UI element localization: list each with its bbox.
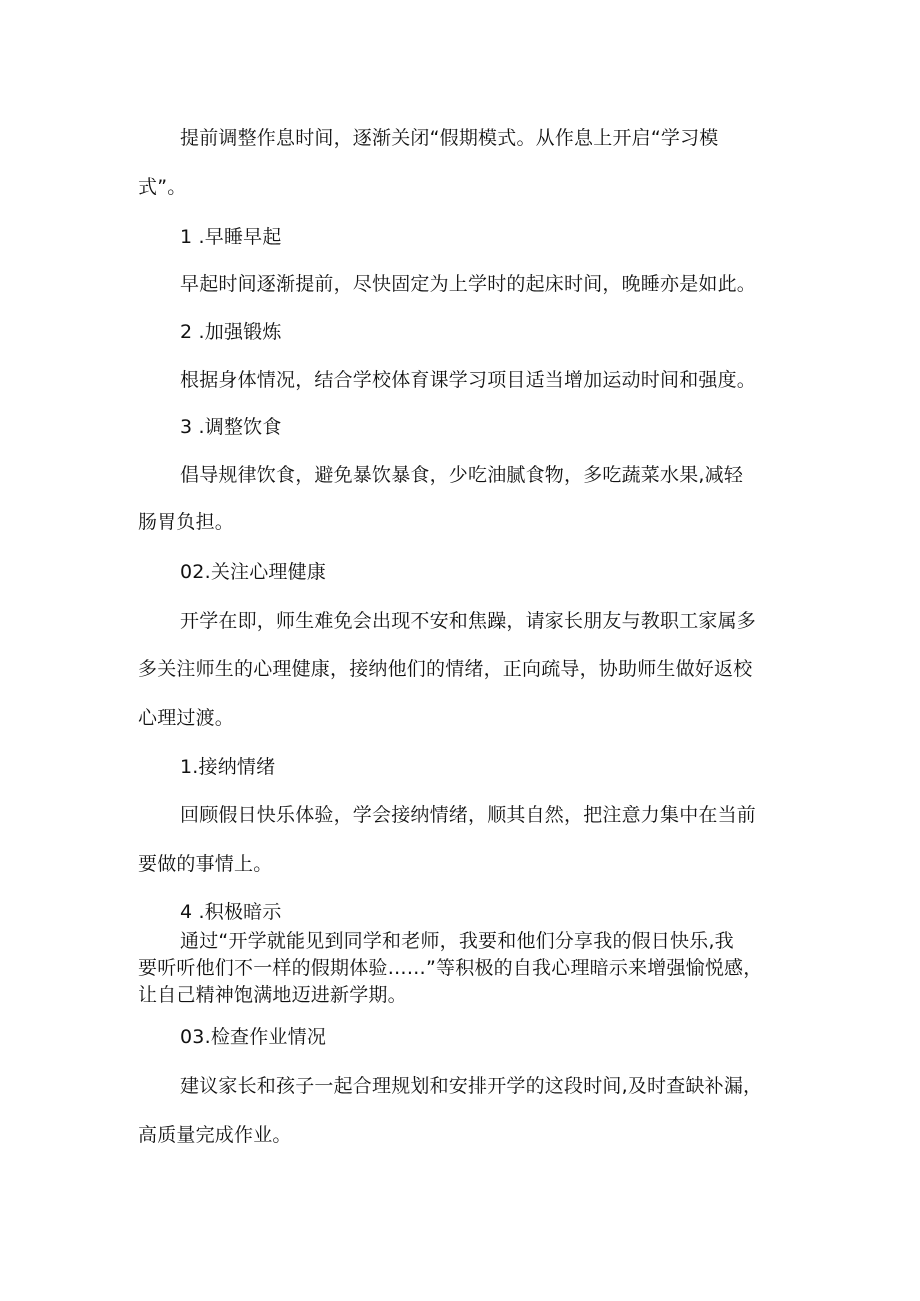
paragraph-suggestion-line-1: 通过“开学就能见到同学和老师，我要和他们分享我的假日快乐,我	[180, 930, 734, 952]
paragraph-early-sleep: 早起时间逐渐提前，尽快固定为上学时的起床时间，晚睡亦是如此。	[180, 273, 757, 295]
paragraph-exercise: 根据身体情况，结合学校体育课学习项目适当增加运动时间和强度。	[180, 369, 757, 391]
section-heading-homework: 03.检查作业情况	[180, 1026, 327, 1048]
heading-accept-emotions: 1.接纳情绪	[180, 756, 276, 778]
paragraph-schedule-line-1: 提前调整作息时间，逐渐关闭“假期模式。从作息上开启“学习模	[180, 127, 719, 149]
paragraph-schedule-line-2: 式”。	[138, 176, 187, 198]
paragraph-suggestion-line-2: 要听听他们不一样的假期体验……”等积极的自我心理暗示来增强愉悦感，	[138, 957, 763, 979]
paragraph-suggestion-line-3: 让自己精神饱满地迈进新学期。	[138, 984, 407, 1006]
heading-early-sleep: 1 .早睡早起	[180, 226, 282, 248]
paragraph-diet-line-2: 肠胃负担。	[138, 511, 235, 533]
paragraph-mental-line-3: 心理过渡。	[138, 707, 235, 729]
paragraph-diet-line-1: 倡导规律饮食，避免暴饮暴食，少吃油腻食物，多吃蔬菜水果,减轻	[180, 464, 744, 486]
heading-diet: 3 .调整饮食	[180, 416, 282, 438]
heading-positive-suggestion: 4 .积极暗示	[180, 901, 282, 923]
paragraph-mental-line-1: 开学在即，师生难免会出现不安和焦躁，请家长朋友与教职工家属多	[180, 610, 757, 632]
paragraph-accept-line-1: 回顾假日快乐体验，学会接纳情绪，顺其自然，把注意力集中在当前	[180, 804, 757, 826]
section-heading-mental-health: 02.关注心理健康	[180, 561, 327, 583]
paragraph-accept-line-2: 要做的事情上。	[138, 853, 273, 875]
paragraph-mental-line-2: 多关注师生的心理健康，接纳他们的情绪，正向疏导，协助师生做好返校	[138, 658, 753, 680]
heading-exercise: 2 .加强锻炼	[180, 321, 282, 343]
paragraph-homework-line-1: 建议家长和孩子一起合理规划和安排开学的这段时间,及时查缺补漏，	[180, 1075, 763, 1097]
paragraph-homework-line-2: 高质量完成作业。	[138, 1124, 292, 1146]
